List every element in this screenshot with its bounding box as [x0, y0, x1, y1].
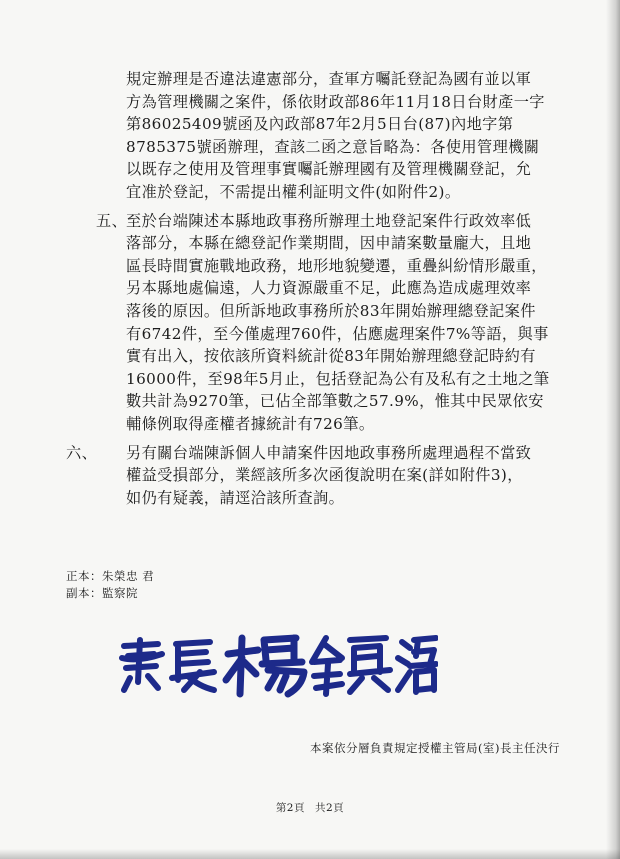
text-line: 8785375號函辦理，查該二函之意旨略為：各使用管理機關: [126, 137, 540, 156]
original-recipient: [66, 568, 154, 585]
copy-label: 副本：: [66, 586, 102, 600]
signature-image: [118, 628, 438, 700]
text-line: 有6742件，至今僅處理760件，佔應處理案件7%等語，與事: [126, 324, 549, 343]
copy-value: 監察院: [102, 586, 138, 600]
text-line: 區長時間實施戰地政務，地形地貌變遷，重疊糾紛情形嚴重，: [126, 256, 547, 275]
scan-shadow-bottom: [0, 849, 620, 859]
text-line: 規定辦理是否違法違憲部分，查軍方囑託登記為國有並以軍: [126, 70, 532, 88]
text-line: 另本縣地處偏遠，人力資源嚴重不足，此應為造成處理效率: [126, 279, 532, 298]
paragraph-continuation: [96, 68, 566, 204]
letter-body: [66, 68, 566, 509]
page-current: 第2頁: [275, 802, 305, 814]
text-line: 宜准於登記，不需提出權利証明文件(如附件2)。: [126, 182, 461, 201]
text-line: 16000件，至98年5月止，包括登記為公有及私有之土地之筆: [126, 369, 550, 388]
text-line: 第86025409號函及內政部87年2月5日台(87)內地字第: [126, 115, 514, 134]
delegation-note: 本案依分層負責規定授權主管局(室)長主任決行: [310, 741, 560, 755]
paragraph-item-6: [66, 442, 566, 510]
text-line: 如仍有疑義，請逕洽該所查詢。: [126, 488, 345, 507]
text-line: 另有關台端陳訴個人申請案件因地政事務所處理過程不當致: [126, 443, 532, 462]
paragraph-item-5: [96, 210, 566, 436]
text-line: 至於台端陳述本縣地政事務所辦理土地登記案件行政效率低: [126, 211, 532, 230]
page-number: [0, 800, 620, 815]
text-line: 權益受損部分，業經該所多次函復說明在案(詳如附件3)，: [126, 466, 523, 485]
original-label: 正本：: [66, 569, 102, 583]
text-line: 方為管理機關之案件，係依財政部86年11月18日台財產一字: [126, 92, 545, 111]
page-total: 共2頁: [315, 802, 345, 814]
text-line: 以既存之使用及管理事實囑託辦理國有及管理機關登記，允: [126, 160, 532, 179]
text-line: 落後的原因。但所訴地政事務所於83年開始辦理總登記案件: [126, 301, 536, 320]
item-number: 五、: [96, 211, 128, 230]
item-number: 六、: [66, 443, 98, 462]
text-line: 數共計為9270筆，已佔全部筆數之57.9%，惟其中民眾依安: [126, 392, 544, 411]
signature-seal: [118, 628, 438, 700]
text-line: 輔條例取得產權者據統計有726筆。: [126, 414, 375, 433]
copy-recipients: [66, 568, 154, 602]
text-line: 實有出入，按依該所資料統計從83年開始辦理總登記時約有: [126, 347, 536, 366]
copy-recipient: [66, 585, 154, 602]
text-line: 落部分，本縣在總登記作業期間，因申請案數量龐大，且地: [126, 234, 532, 253]
original-value: 朱榮忠 君: [102, 569, 155, 583]
scan-shadow: [606, 0, 620, 859]
